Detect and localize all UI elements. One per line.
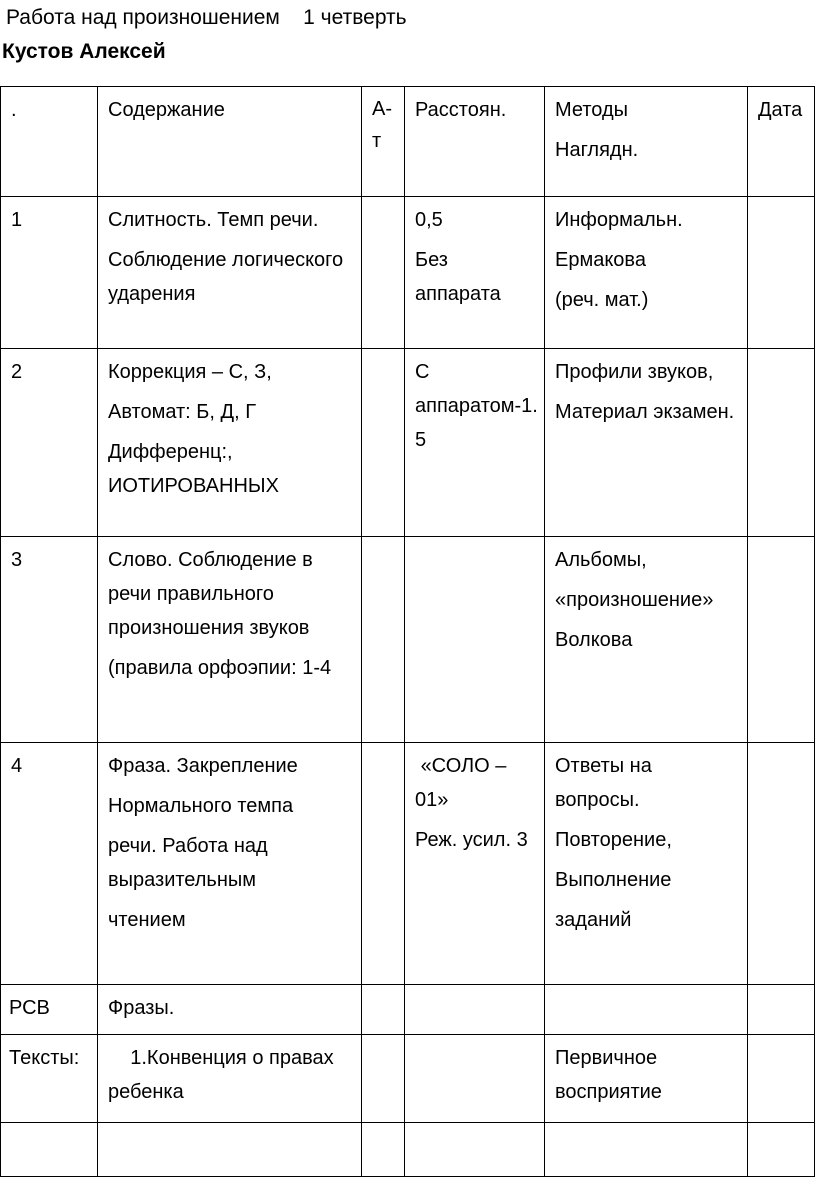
row-distance	[405, 1035, 545, 1123]
row-content	[98, 1123, 362, 1177]
table-row	[1, 1035, 815, 1123]
row-date	[748, 1035, 815, 1123]
row-at	[362, 537, 405, 743]
row-number: Тексты:	[1, 1035, 98, 1123]
header-methods: Методы Наглядн.	[545, 87, 748, 197]
lesson-plan-table	[0, 86, 815, 1177]
row-at	[362, 1035, 405, 1123]
table-row-empty	[1, 1123, 815, 1177]
header-number: .	[1, 87, 98, 197]
row-distance	[405, 1123, 545, 1177]
header-content: Содержание	[98, 87, 362, 197]
row-methods	[545, 985, 748, 1035]
row-number	[1, 1123, 98, 1177]
row-distance	[405, 537, 545, 743]
table-row	[1, 743, 815, 985]
table-row	[1, 197, 815, 349]
row-number: 2	[1, 349, 98, 537]
row-content: Слово. Соблюдение в речи правильного произношения звуков (правила орфоэпии: 1-4	[98, 537, 362, 743]
row-date	[748, 197, 815, 349]
row-date	[748, 349, 815, 537]
row-methods	[545, 1123, 748, 1177]
header-at: А-т	[362, 87, 405, 197]
table-row	[1, 349, 815, 537]
table-row	[1, 537, 815, 743]
row-distance	[405, 985, 545, 1035]
row-content: Слитность. Темп речи. Соблюдение логического ударения	[98, 197, 362, 349]
row-number: РСВ	[1, 985, 98, 1035]
row-content: 1.Конвенция о правах ребенка	[98, 1035, 362, 1123]
row-distance: «СОЛО – 01» Реж. усил. 3	[405, 743, 545, 985]
row-date	[748, 537, 815, 743]
row-number: 1	[1, 197, 98, 349]
student-name: Кустов Алексей	[2, 40, 166, 63]
row-at	[362, 1123, 405, 1177]
row-number: 3	[1, 537, 98, 743]
header-date: Дата	[748, 87, 815, 197]
row-date	[748, 1123, 815, 1177]
row-content: Фразы.	[98, 985, 362, 1035]
document-title: Работа над произношением 1 четверть	[6, 6, 407, 29]
row-at	[362, 349, 405, 537]
row-date	[748, 743, 815, 985]
row-methods: Ответы на вопросы. Повторение, Выполнение заданий	[545, 743, 748, 985]
row-methods: Профили звуков, Материал экзамен.	[545, 349, 748, 537]
row-number: 4	[1, 743, 98, 985]
table-row	[1, 985, 815, 1035]
row-at	[362, 985, 405, 1035]
row-date	[748, 985, 815, 1035]
row-distance: С аппаратом-1.5	[405, 349, 545, 537]
row-at	[362, 197, 405, 349]
row-methods: Первичное восприятие	[545, 1035, 748, 1123]
row-content: Фраза. Закрепление Нормального темпа речи. Работа над выразительным чтением	[98, 743, 362, 985]
row-methods: Информальн. Ермакова (реч. мат.)	[545, 197, 748, 349]
row-at	[362, 743, 405, 985]
table-header-row	[1, 87, 815, 197]
row-distance: 0,5 Без аппарата	[405, 197, 545, 349]
row-methods: Альбомы, «произношение» Волкова	[545, 537, 748, 743]
row-content: Коррекция – С, З, Автомат: Б, Д, Г Дифференц:, ИОТИРОВАННЫХ	[98, 349, 362, 537]
header-distance: Расстоян.	[405, 87, 545, 197]
